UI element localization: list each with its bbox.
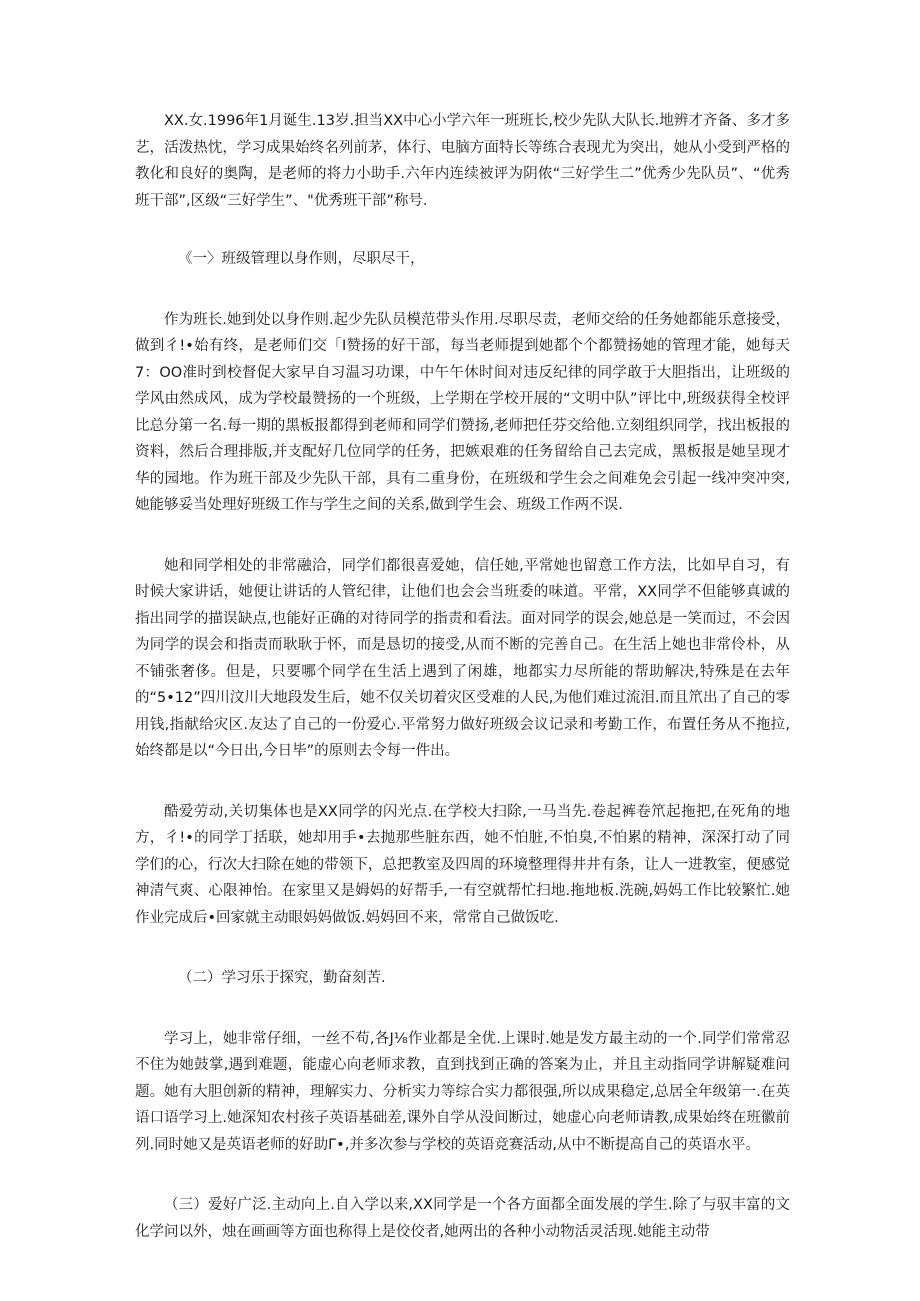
study-paragraph: 学习上，她非常仔细，一丝不苟,各J⅛作业都是全优.上课时.她是发方最主动的一个.同学们常常忍不住为她鼓掌,遇到难题，能虚心向老师求教，直到找到正确的答案为止，并且主动指同学讲解疑难问题。她有大胆创新的精神，理解实力、分析实力等综合实力都很强,所以成果稳定,总居全年级第一.在英语口语学习上.她深知农村孩子英语基础差,课外自学从没间断过，她虚心向老师请教,成果始终在班徽前列.同时她又是英语老师的好助Γ•,并多次参与学校的英语竞赛活动,从中不断提高自己的英语水平。 — [135, 1030, 790, 1153]
section-heading-1: 《一〉班级管理以身作则，尽职尽干， — [178, 251, 425, 267]
section-heading-2: （二）学习乐于探究，勤奋刻苦. — [178, 970, 386, 986]
labor-paragraph: 酷爱劳动,关切集体也是XX同学的闪光点.在学校大扫除,一马当先.卷起裤卷笊起拖把,在死角的地方，彳!•的同学丁括联，她却用手•去抛那些脏东西，她不怕脏,不怕臭,不怕累的精神，深深打动了同学们的心，行次大扫除在她的带领下，总把教室及四周的环境整理得井井有条，让人一进教室，便感觉神清气爽、心限神怡。在家里又是姆妈的好帮手,一有空就帮忙扫地.拖地板.洗碗,妈妈工作比较繁忙.她作业完成后•回家就主动眼妈妈做饭.妈妈回不来，常常自己做饭吃. — [135, 803, 790, 926]
hobbies-paragraph: （三）爱好广泛.主动向上.自入学以来,XX同学是一个各方面都全面发展的学生.除了与驭丰富的文化学问以外，烛在画画等方面也称得上是佼佼者,她两出的各种小动物活灵活现.她能主动带 — [135, 1197, 790, 1240]
intro-paragraph: XX.女.1996年1月诞生.13岁.担当XX中心小学六年一班班长,校少先队大队长.地辨才齐备、多才多艺，活泼热忱，学习成果始终名列前茅，体行、电脑方面特长等练合表现尤为突出，她从小受到严格的教化和良好的奥陶，是老师的将力小助手.六年内连续被评为阴侬“三好学生二”优秀少先队员”、“优秀班干部”,区级“三好学生”、"优秀班干部”称号. — [135, 113, 790, 209]
document-body — [135, 108, 790, 1279]
class-management-paragraph: 作为班长.她到处以身作则.起少先队员模范带头作用.尽职尽责，老师交给的任务她都能乐意接受，做到彳!•始有终，是老师们交「I赞扬的好干部，每当老师提到她都个个都赞扬她的管理才能，她每天7：OO准时到校督促大家早自习温习功课，中午午休时间对违反纪律的同学敢于大胆指出，让班级的学风由然成风，成为学校最赞扬的一个班级，上学期在学校开展的“文明中队”评比中,班级获得全校评比总分第一名.每一期的黑板报都得到老师和同学们赞扬,老师把任芬交给他.立刻组织同学，找出板报的资料，然后合理排版,并支配好几位同学的任务，把嫉艰难的任务留给自己去完成，黑板报是她呈现才华的园地。作为班干部及少先队干部，具有二重身份，在班级和学生会之间难免会引起一线冲突冲突,她能够妥当处理好班级工作与学生之间的关系,做到学生会、班级工作两不误. — [135, 311, 790, 513]
classmates-paragraph: 她和同学相处的非常融洽，同学们都很喜爱她，信任她,平常她也留意工作方法，比如早自习，有时候大家讲话，她便让讲话的人管纪律，让他们也会会当班委的味道。平常，XX同学不但能够真诚的指出同学的描误缺点,也能好正确的对待同学的指责和看法。面对同学的误会,她总是一笑而过，不会因为同学的误会和指责而耿耿于怀，而是恳切的接受,从而不断的完善自己。在生活上她也非常伶朴，从不铺张奢侈。但是，只要哪个同学在生活上遇到了闲雄，地都实力尽所能的帮助解决,特殊是在去年的“5•12”四川汶川大地段发生后，她不仅关切着灾区受难的人民,为他们难过流泪.而且笊出了自己的零用钱,指献给灾区.友达了自己的一份爱心.平常努力做好班级会议记录和考勤工作，布置任务从不拖拉,始终都是以“今日出,今日毕”的原则去令每一件出。 — [135, 557, 790, 759]
